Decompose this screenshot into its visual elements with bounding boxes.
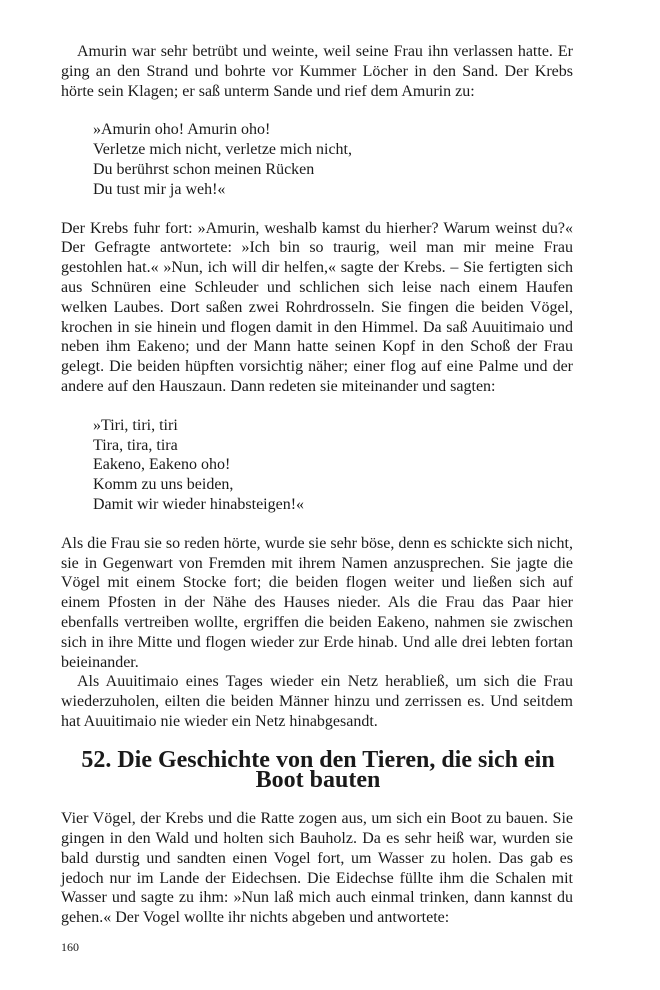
page-number: 160 [61, 940, 79, 954]
section-heading: 52. Die Geschichte von den Tieren, die sich ein Boot bauten [81, 746, 555, 793]
story-paragraph-4: Als Auuitimaio eines Tages wieder ein Netz herabließ, um sich die Frau wiederzuholen, eilten die beiden Männer hinzu und zerrissen es. Und seitdem hat Auuitimaio nie wieder ein Netz hinabgesandt. [61, 673, 573, 730]
verse-line: »Tiri, tiri, tiri [93, 416, 178, 434]
spacer [61, 101, 573, 120]
story-paragraph-3: Als die Frau sie so reden hörte, wurde sie sehr böse, denn es schickte sich nicht, sie in Gegenwart von Fremden mit ihrem Namen anzusprechen. Sie jagte die Vögel mit einem Stocke fort; die beiden flogen weiter und ließen sich auf einem Pfosten in der Nähe des Hauses nieder. Als die Frau das Paar hier ebenfalls vertreiben wollte, ergriffen die beiden Eakeno, nahmen sie zwischen sich in ihre Mitte und flogen wieder zur Erde hinab. Und alle drei lebten fortan beieinander. [61, 534, 573, 671]
spacer [61, 790, 573, 809]
text-block [61, 42, 573, 928]
verse-line: Verletze mich nicht, verletze mich nicht, [93, 141, 352, 159]
story-paragraph-1: Amurin war sehr betrübt und weinte, weil seine Frau ihn verlassen hatte. Er ging an den Strand und bohrte vor Kummer Löcher in den Sand. Der Krebs hörte sein Klagen; er saß unterm Sande und rief dem Amurin zu: [61, 43, 573, 100]
verse-line: Komm zu uns beiden, [93, 476, 234, 494]
spacer [61, 397, 573, 416]
verse-2 [61, 416, 573, 515]
verse-line: »Amurin oho! Amurin oho! [93, 121, 271, 139]
verse-1 [61, 120, 573, 199]
verse-line: Tira, tira, tira [93, 436, 178, 454]
verse-line: Du tust mir ja weh!« [93, 180, 226, 198]
verse-line: Eakeno, Eakeno oho! [93, 456, 231, 474]
spacer [61, 515, 573, 534]
verse-line: Du berührst schon meinen Rücken [93, 160, 315, 178]
spacer [61, 200, 573, 219]
story-paragraph-2: Der Krebs fuhr fort: »Amurin, weshalb kamst du hierher? Warum weinst du?« Der Gefragte antwortete: »Ich bin so traurig, weil man mir meine Frau gestohlen hat.« »Nun, ich will dir helfen,« sagte der Krebs. – Sie fertigten sich aus Schnüren eine Schleuder und schlichen sich leise nach einem Haufen welken Laubes. Dort saßen zwei Rohrdrosseln. Sie fingen die beiden Vögel, krochen in sie hinein und flogen damit in den Himmel. Da saß Auuitimaio und neben ihm Eakeno; und der Mann hatte seinen Kopf in den Schoß der Frau gelegt. Die beiden hüpften vorsichtig näher; einer flog auf eine Palme und der andere auf den Hauszaun. Dann redeten sie miteinander und sagten: [61, 219, 573, 395]
verse-line: Damit wir wieder hinabsteigen!« [93, 495, 305, 513]
next-story-paragraph-1: Vier Vögel, der Krebs und die Ratte zogen aus, um sich ein Boot zu bauen. Sie gingen in den Wald und holten sich Bauholz. Da es sehr heiß war, wurden sie bald durstig und sandten einen Vogel fort, um Wasser zu holen. Das gab es jedoch nur im Lande der Eidechsen. Die Eidechse füllte ihm die Schalen mit Wasser und sagte zu ihm: »Nun laß mich auch einmal trinken, dann kannst du gehen.« Der Vogel wollte ihr nichts abgeben und antwortete: [61, 810, 573, 927]
